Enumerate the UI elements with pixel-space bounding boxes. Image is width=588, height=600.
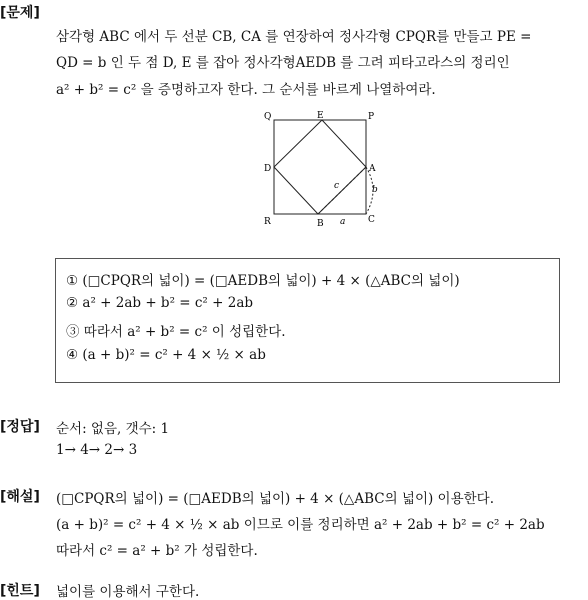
answer-tag: [정답] — [0, 419, 40, 435]
geometry-figure — [258, 108, 388, 232]
label-e: E — [317, 111, 324, 121]
label-r: R — [264, 217, 271, 227]
problem-line-2: QD = b 인 두 점 D, E 를 잡아 정사각형AEDB 를 그려 피타고라스의 정리인 — [56, 55, 510, 71]
label-p: P — [368, 112, 375, 122]
answer-line-2: 1→ 4→ 2→ 3 — [56, 442, 138, 458]
explanation-line-2: (a + b)² = c² + 4 × ½ × ab 이므로 이를 정리하면 a² + 2ab + b² = c² + 2ab — [56, 517, 545, 533]
label-side-b: b — [372, 185, 378, 195]
label-a: A — [369, 164, 376, 174]
hint-tag: [힌트] — [0, 583, 40, 599]
label-d: D — [264, 164, 272, 174]
label-c: C — [368, 215, 375, 225]
label-side-a: a — [340, 217, 346, 227]
problem-tag: [문제] — [0, 5, 40, 21]
explanation-line-3: 따라서 c² = a² + b² 가 성립한다. — [56, 543, 258, 559]
hint-line-1: 넓이를 이용해서 구한다. — [56, 584, 200, 600]
label-side-c: c — [334, 181, 340, 191]
step-2: ② a² + 2ab + b² = c² + 2ab — [66, 295, 254, 311]
explanation-line-1: (□CPQR의 넓이) = (□AEDB의 넓이) + 4 × (△ABC의 넓이) 이용한다. — [56, 491, 494, 507]
step-1: ① (□CPQR의 넓이) = (□AEDB의 넓이) + 4 × (△ABC의 넓이) — [66, 273, 460, 289]
square-cpqr — [274, 120, 366, 214]
square-aedb — [274, 120, 366, 214]
label-q: Q — [264, 112, 272, 122]
answer-line-1: 순서: 없음, 갯수: 1 — [56, 421, 170, 437]
steps-box — [55, 258, 560, 383]
problem-line-3: a² + b² = c² 을 증명하고자 한다. 그 순서를 바르게 나열하여라. — [56, 82, 436, 98]
label-b: B — [317, 219, 324, 229]
problem-line-1: 삼각형 ABC 에서 두 선분 CB, CA 를 연장하여 정사각형 CPQR를 만들고 PE = — [56, 29, 532, 45]
step-4: ④ (a + b)² = c² + 4 × ½ × ab — [66, 347, 266, 363]
explanation-tag: [해설] — [0, 489, 40, 505]
step-3: ③ 따라서 a² + b² = c² 이 성립한다. — [66, 324, 286, 340]
